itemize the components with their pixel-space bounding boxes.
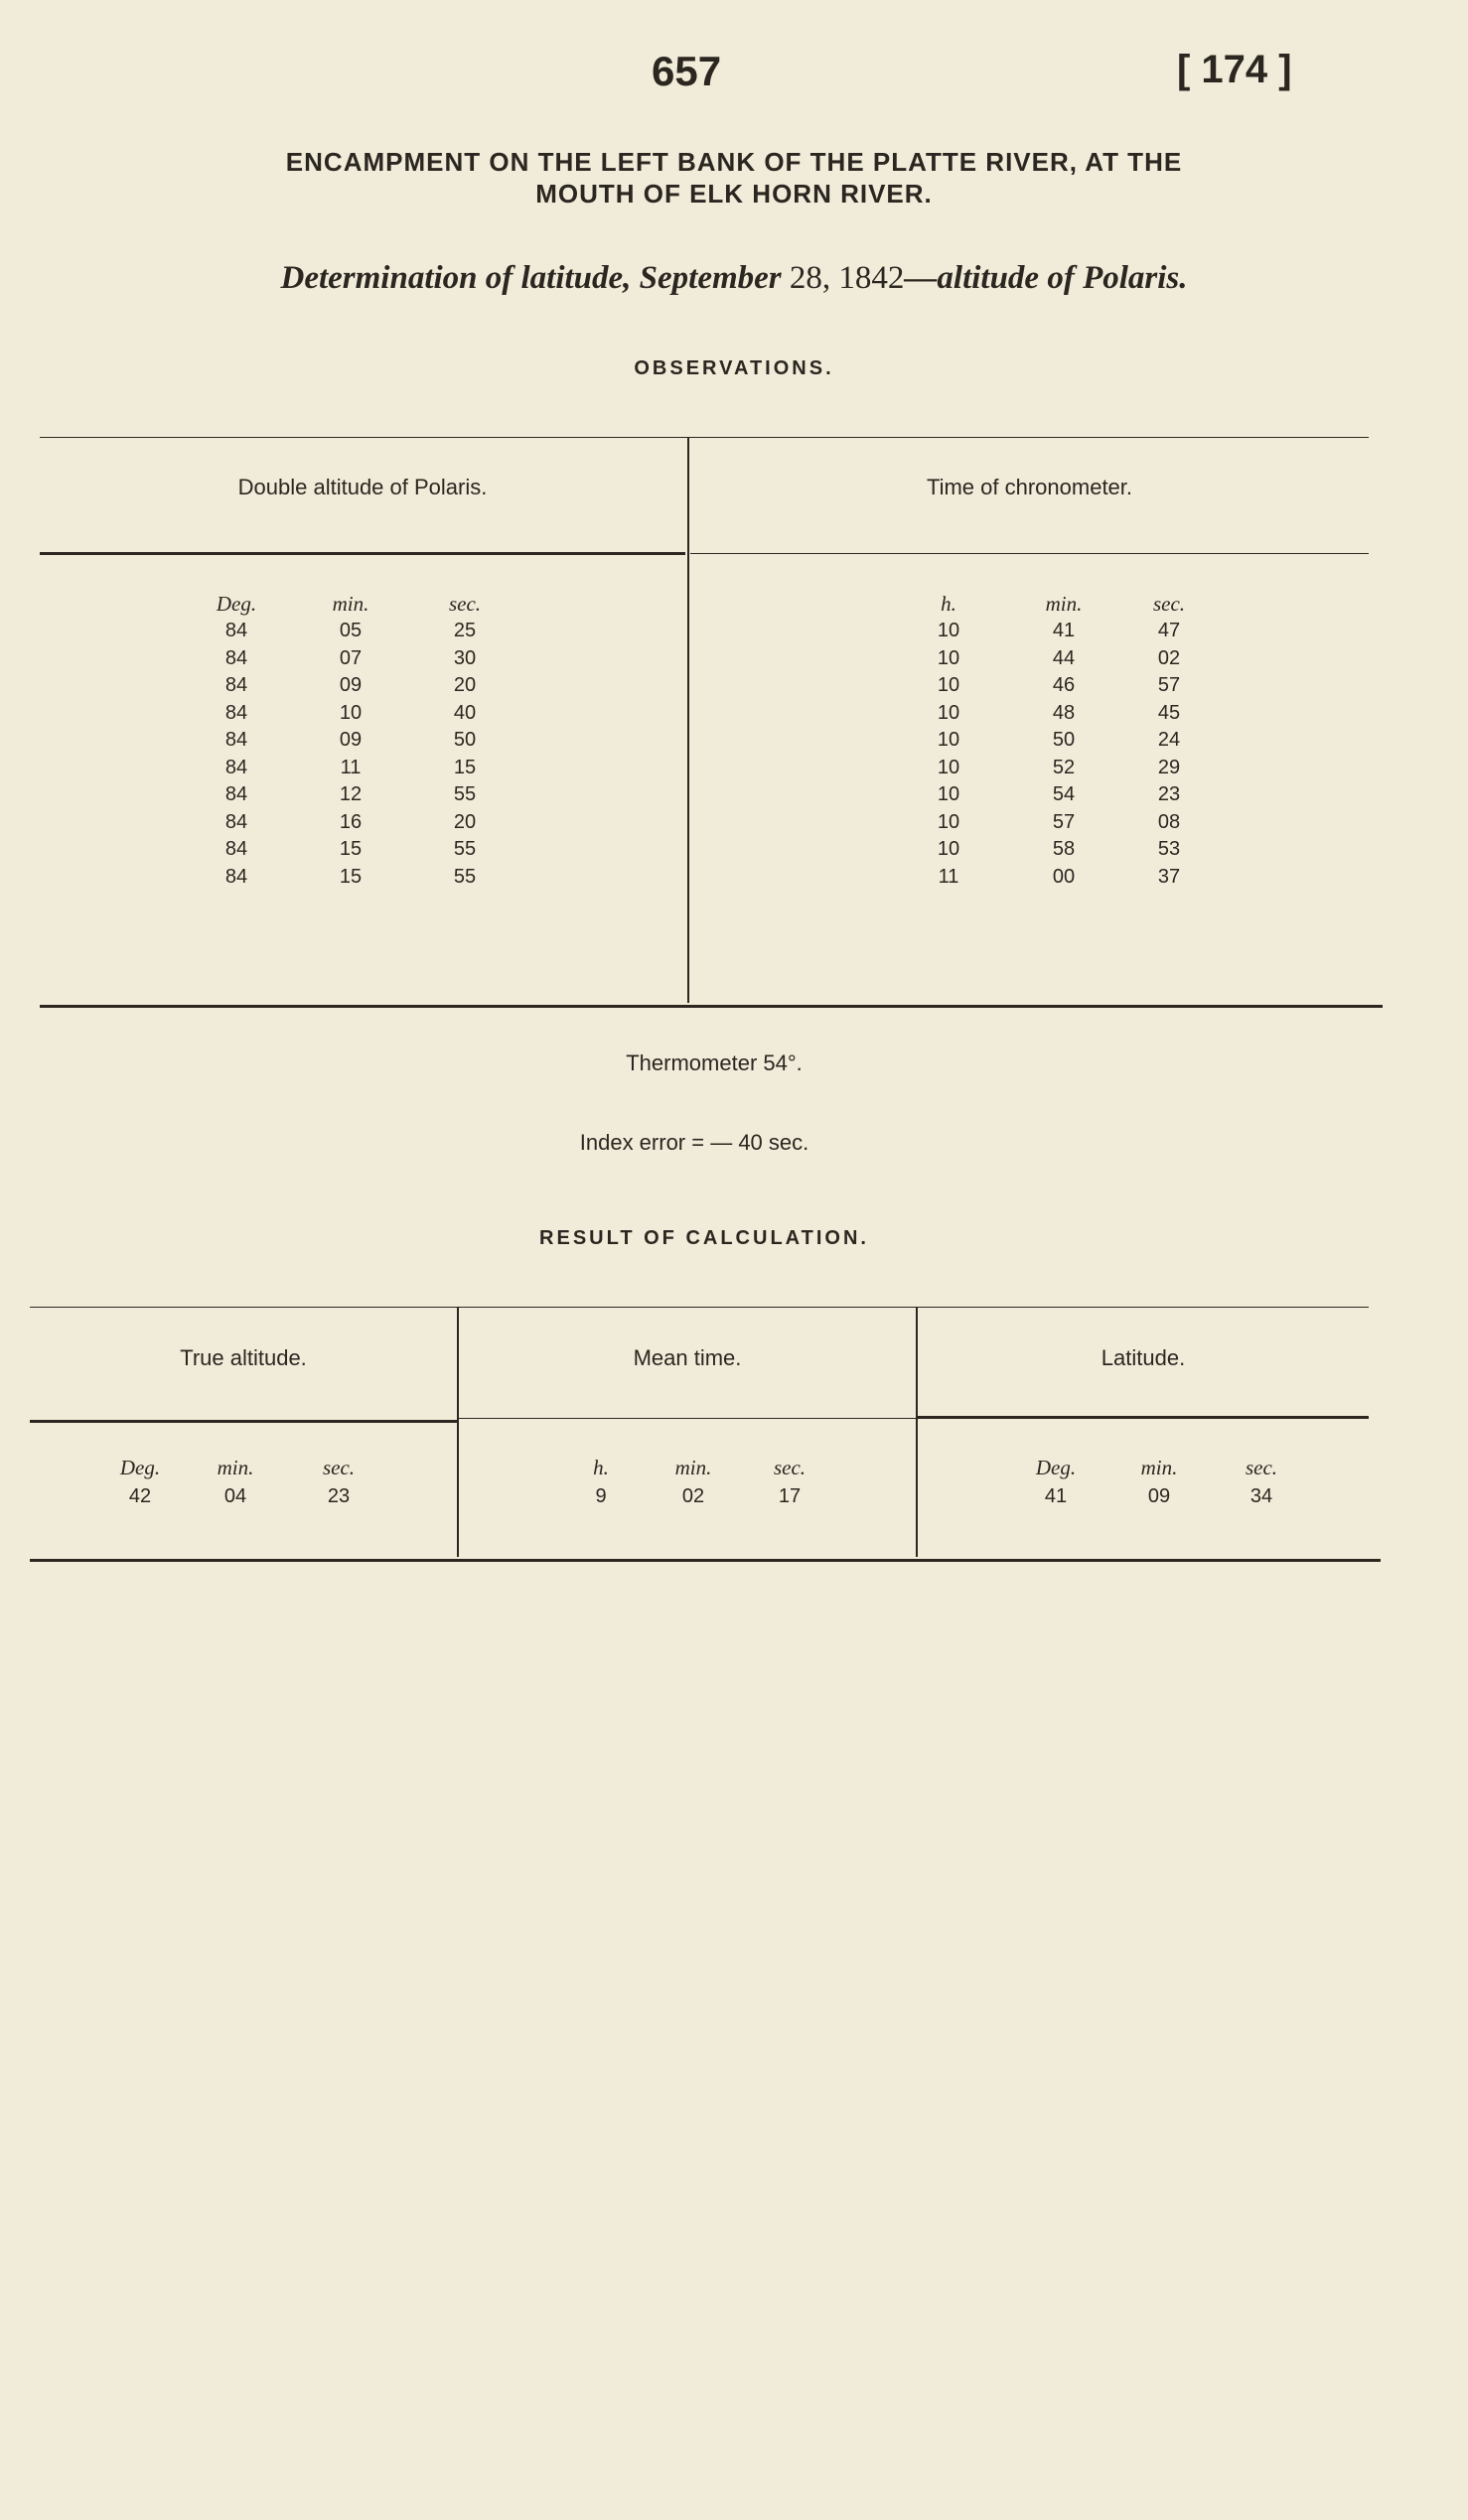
obs-unit-min: min. [332,592,369,616]
res-divider-1 [457,1307,459,1557]
obs-cell-deg: 84 [224,646,248,669]
obs-cell-s: 47 [1157,620,1181,641]
res-value-lat-sec: 34 [1249,1485,1273,1507]
res-unit-lat-sec: sec. [1245,1456,1278,1479]
title-line-1: ENCAMPMENT ON THE LEFT BANK OF THE PLATTE RIVER, AT THE [285,147,1183,177]
res-col-true-altitude: True altitude. [180,1345,307,1370]
obs-cell-min: 15 [339,838,363,860]
obs-cell-h: 10 [937,646,960,669]
obs-head-rule-left [40,552,685,555]
res-value-lat-min: 09 [1147,1485,1171,1507]
res-unit-lat-min: min. [1140,1456,1178,1479]
obs-cell-s: 24 [1157,729,1181,751]
res-head-rule-2 [459,1418,916,1419]
res-unit-min-time: min. [674,1456,712,1479]
result-heading: RESULT OF CALCULATION. [539,1227,869,1249]
res-unit-min: min. [217,1456,254,1479]
obs-cell-deg: 84 [224,783,248,805]
obs-cell-sec: 55 [453,838,477,860]
obs-cell-deg: 84 [224,674,248,696]
obs-cell-deg: 84 [224,729,248,751]
obs-cell-h: 10 [937,783,960,805]
obs-head-rule-right [690,553,1369,554]
res-value-min-time: 02 [681,1485,705,1507]
obs-cell-m: 48 [1052,701,1076,724]
res-value-sec-time: 17 [778,1485,802,1507]
obs-cell-m: 41 [1052,620,1076,641]
res-value-deg: 42 [128,1485,152,1507]
obs-unit-h: h. [941,592,956,616]
obs-cell-s: 57 [1157,674,1181,696]
res-unit-h: h. [593,1456,609,1479]
obs-cell-m: 50 [1052,729,1076,751]
obs-cell-s: 37 [1157,865,1181,888]
obs-unit-deg: Deg. [216,592,257,616]
obs-cell-h: 10 [937,810,960,833]
res-top-rule [30,1307,1369,1308]
obs-cell-s: 53 [1157,838,1181,860]
obs-cell-h: 10 [937,729,960,751]
obs-col-chronometer: Time of chronometer. [926,475,1133,499]
obs-col-double-altitude: Double altitude of Polaris. [237,475,488,499]
obs-cell-m: 46 [1052,674,1076,696]
obs-cell-s: 23 [1157,783,1181,805]
page-number: 657 [652,48,722,94]
obs-cell-h: 10 [937,620,960,641]
res-value-min: 04 [223,1485,247,1507]
bracket-page-number: [ 174 ] [1177,48,1292,91]
obs-cell-sec: 50 [453,729,477,751]
determination-part-1: Determination of latitude, September [280,260,782,296]
obs-cell-m: 54 [1052,783,1076,805]
obs-unit-sec: sec. [448,592,482,616]
obs-unit-min-right: min. [1045,592,1083,616]
obs-cell-s: 08 [1157,810,1181,833]
obs-cell-sec: 30 [453,646,477,669]
res-unit-lat-deg: Deg. [1035,1456,1077,1479]
observations-heading: OBSERVATIONS. [634,357,834,379]
obs-cell-h: 10 [937,838,960,860]
obs-cell-h: 11 [938,865,959,888]
obs-cell-m: 57 [1052,810,1076,833]
index-error-note: Index error = — 40 sec. [579,1130,809,1155]
thermometer-note: Thermometer 54°. [626,1050,803,1075]
res-unit-sec-time: sec. [773,1456,807,1479]
obs-cell-m: 00 [1052,865,1076,888]
determination-date: 28, 1842 [781,260,905,296]
res-unit-sec: sec. [322,1456,356,1479]
obs-unit-sec-right: sec. [1152,592,1186,616]
title-line-2: MOUTH OF ELK HORN RIVER. [535,179,933,209]
res-head-rule-3 [918,1416,1369,1419]
obs-cell-min: 15 [339,865,363,888]
obs-cell-min: 12 [339,783,363,805]
res-unit-deg: Deg. [119,1456,161,1479]
obs-cell-min: 16 [339,810,363,833]
obs-divider [687,437,689,1003]
res-value-h: 9 [595,1485,607,1507]
obs-cell-s: 29 [1157,756,1181,778]
res-value-lat-deg: 41 [1044,1485,1068,1507]
obs-cell-m: 58 [1052,838,1076,860]
obs-cell-deg: 84 [224,865,248,888]
determination-part-2: —altitude of Polaris. [904,260,1188,296]
obs-cell-deg: 84 [224,810,248,833]
obs-cell-sec: 25 [453,620,477,641]
obs-cell-min: 05 [339,620,363,641]
obs-cell-min: 09 [339,674,363,696]
determination-line [0,260,1468,297]
res-bottom-rule [30,1559,1381,1562]
obs-cell-sec: 15 [453,756,477,778]
obs-cell-deg: 84 [224,620,248,641]
res-divider-2 [916,1307,918,1557]
obs-cell-min: 11 [340,756,362,778]
res-value-sec: 23 [327,1485,351,1507]
obs-cell-sec: 40 [453,701,477,724]
obs-cell-m: 44 [1052,646,1076,669]
obs-cell-s: 45 [1157,701,1181,724]
obs-cell-h: 10 [937,674,960,696]
obs-cell-sec: 55 [453,865,477,888]
obs-cell-min: 07 [339,646,363,669]
obs-cell-min: 09 [339,729,363,751]
obs-cell-deg: 84 [224,838,248,860]
res-col-mean-time: Mean time. [633,1345,742,1370]
obs-cell-deg: 84 [224,756,248,778]
obs-bottom-rule [40,1005,1383,1008]
obs-top-rule [40,437,1369,438]
res-head-rule-1 [30,1420,457,1423]
obs-cell-s: 02 [1157,646,1181,669]
obs-cell-min: 10 [339,701,363,724]
obs-cell-h: 10 [937,701,960,724]
obs-cell-deg: 84 [224,701,248,724]
obs-cell-sec: 20 [453,674,477,696]
obs-cell-m: 52 [1052,756,1076,778]
res-col-latitude: Latitude. [1101,1345,1186,1370]
obs-cell-sec: 55 [453,783,477,805]
obs-cell-sec: 20 [453,810,477,833]
obs-cell-h: 10 [937,756,960,778]
